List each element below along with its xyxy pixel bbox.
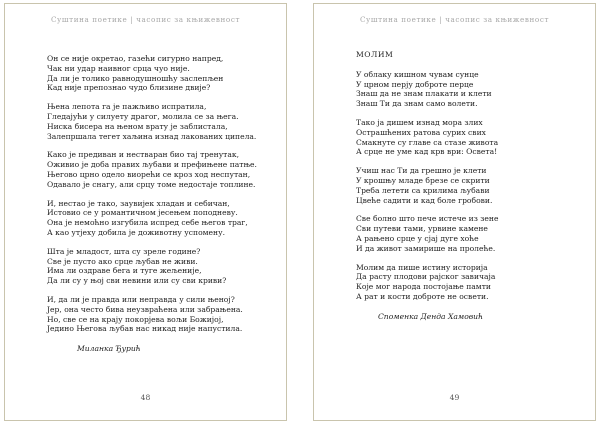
stanza bbox=[47, 247, 276, 286]
poem-line: Он се није окретао, газећи сигурно напред, bbox=[47, 54, 224, 63]
author-signature: Миланка Ђурић bbox=[77, 344, 141, 354]
poem-line: Истовио се у романтичном јесењем поподневу. bbox=[47, 208, 238, 218]
poem-line: Како је предиван и нестваран био тај тренутак, bbox=[47, 150, 240, 160]
right-page bbox=[313, 3, 596, 421]
stanza bbox=[47, 102, 276, 141]
poem-line: Јединo Његова љубав нас никад није напустила. bbox=[47, 324, 243, 334]
stanza bbox=[47, 54, 276, 93]
poem-line: Смакнуте су главе са стазе живота bbox=[356, 137, 499, 147]
poem-line: Острашћених ратова сурих свих bbox=[356, 127, 486, 137]
stanza bbox=[356, 118, 585, 157]
poem-line: Сви путеви тами, урвине камене bbox=[356, 224, 488, 234]
poem-line: Његово црно одело виорећи се кроз ход неспутан, bbox=[47, 169, 251, 179]
poem-line: Ниска бисера на њеном врату је заблистала, bbox=[47, 121, 228, 131]
page-header: Суштина поетике | часопис за књижевност bbox=[50, 15, 241, 24]
stanza bbox=[356, 263, 585, 302]
poem-title: МОЛИМ bbox=[356, 50, 394, 59]
stanza bbox=[47, 150, 276, 189]
poem-line: Тако ја дишем изнад мора злих bbox=[356, 117, 483, 127]
poem-line: У облаку кишном чувам сунце bbox=[356, 69, 479, 79]
poem-line: Знаш да не знам плакати и клети bbox=[356, 89, 492, 99]
poem-line: А као утјеху добила је доживотну успомену. bbox=[47, 227, 225, 237]
poem-line: Све болно што пече истече из зене bbox=[356, 214, 499, 224]
author-signature: Споменка Денда Хамовић bbox=[378, 311, 483, 321]
poem-line: У црном перју доброте перце bbox=[356, 79, 474, 89]
stanza bbox=[47, 199, 276, 238]
poem-line: А рањено срце у сјај дуге хоће bbox=[356, 233, 479, 243]
poem-line: Она је немоћно изгубила испред себе његов траг, bbox=[47, 218, 248, 228]
poem-line: И, нестао је тако, заувијек хладан и себичан, bbox=[47, 198, 230, 208]
stanza bbox=[47, 295, 276, 334]
poem-line: У крошњу младе брезе се скрити bbox=[356, 175, 490, 185]
poem-line: Гледајући у силуету драгог, молила се за њега. bbox=[47, 111, 239, 121]
poem-line: Шта је младост, шта су зреле године? bbox=[47, 246, 201, 256]
page-header: Суштина поетике | часопис за књижевност bbox=[359, 15, 550, 24]
poem-line: Све је пусто ако срце љубав не живи. bbox=[47, 256, 198, 266]
poem-line: Има ли оздраве бега и тугe жељеније, bbox=[47, 266, 202, 276]
poem-line: Но, све се на крају покорјева вољи Божијој, bbox=[47, 314, 224, 324]
poem-line: И да живот замирише на пролеће. bbox=[356, 243, 496, 253]
poem-line: Оживио је доба правих љубави и префињене патње. bbox=[47, 160, 257, 170]
poem-line: Одавало је снагу, али срцу томе недостаје топлине. bbox=[47, 179, 256, 189]
poem-line: Треба летети са крилима љубави bbox=[356, 185, 490, 195]
poem-line: Залепршала тегет хаљина изнад лакованих ципела. bbox=[47, 131, 257, 141]
poem-line: И, да ли је правда или неправда у сили њеној? bbox=[47, 294, 235, 304]
stanza bbox=[356, 70, 585, 109]
poem-line: Које мог народа постојање памти bbox=[356, 282, 491, 292]
poem-line: Кад није препознао чудо близине двије? bbox=[47, 83, 211, 93]
poem-body bbox=[47, 54, 276, 354]
poem-line: А срце не уме кад крв ври: Освета! bbox=[356, 147, 498, 157]
poem-line: Да ли је толико равнодушношћу заслепљен bbox=[47, 73, 224, 83]
poem-line: Учиш нас Ти да грешно је клети bbox=[356, 166, 487, 176]
poem-line: Цвеће садити и кад боле гробови. bbox=[356, 195, 493, 205]
stanza bbox=[356, 166, 585, 205]
poem-line: Знаш Ти да знам само волети. bbox=[356, 99, 478, 109]
poem-line: А рат и кости доброте не освети. bbox=[356, 291, 489, 301]
poem-line: Да расту плодови рајског завичаја bbox=[356, 272, 496, 282]
poem-body bbox=[356, 50, 585, 322]
poem-line: Да ли су у њој сви невини или су сви криви? bbox=[47, 276, 227, 286]
page-number: 48 bbox=[140, 393, 151, 402]
poem-line: Молим да пише истину историја bbox=[356, 262, 488, 272]
page-number: 49 bbox=[449, 393, 460, 402]
poem-line: Њена лепота га је пажљиво испратила, bbox=[47, 102, 207, 112]
poem-line: Чак ни удар наивног срца чуо није. bbox=[47, 63, 190, 73]
left-page bbox=[4, 3, 287, 421]
stanza bbox=[356, 214, 585, 253]
poem-line: Јер, она често бива неузвраћена или забрањена. bbox=[47, 304, 243, 314]
